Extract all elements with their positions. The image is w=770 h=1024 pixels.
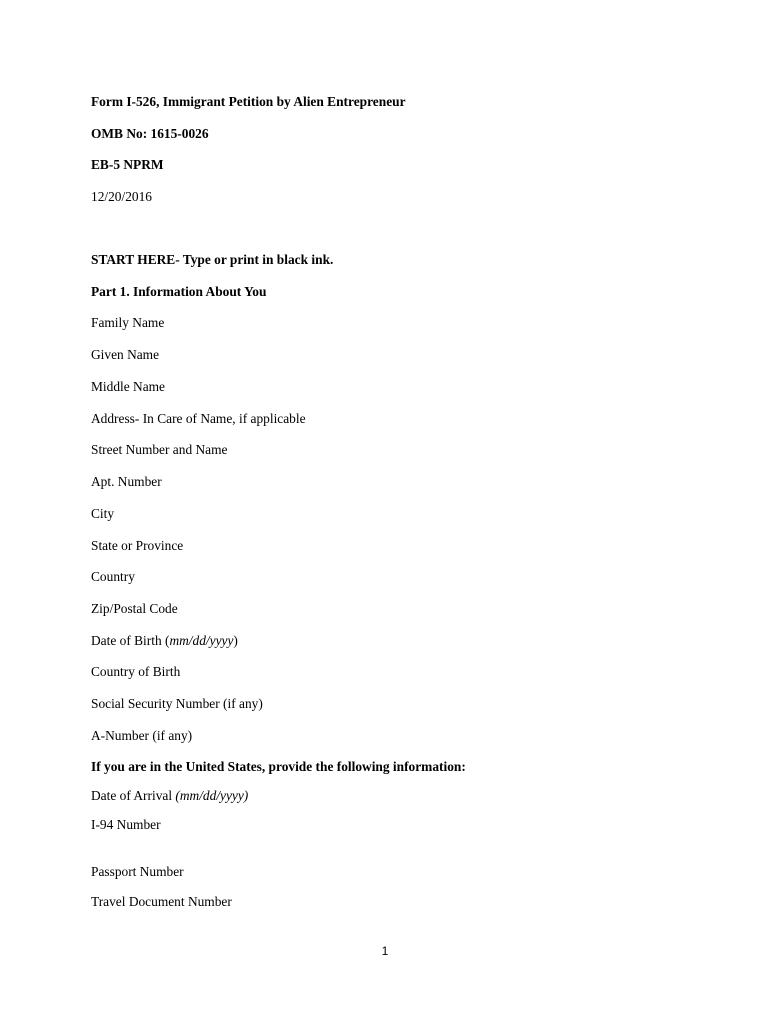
date-of-birth-label (91, 633, 238, 649)
apt-number-label: Apt. Number (91, 474, 162, 489)
part1-title: Part 1. Information About You (91, 284, 267, 299)
dob-label-text: Date of Birth ( (91, 633, 170, 648)
us-section-heading: If you are in the United States, provide the following information: (91, 759, 466, 774)
in-care-of-label: Address- In Care of Name, if applicable (91, 411, 306, 426)
given-name-label: Given Name (91, 347, 160, 362)
middle-name-label: Middle Name (91, 379, 166, 394)
arrival-label-text: Date of Arrival (91, 788, 176, 803)
country-of-birth-label: Country of Birth (91, 664, 181, 679)
rule-label: EB-5 NPRM (91, 157, 164, 172)
date-of-arrival-label (91, 788, 248, 804)
page-number: 1 (381, 944, 389, 958)
passport-number-label: Passport Number (91, 864, 184, 879)
family-name-label: Family Name (91, 315, 165, 330)
dob-close-paren: ) (233, 633, 238, 648)
country-label: Country (91, 569, 135, 584)
i94-number-label: I-94 Number (91, 817, 161, 832)
state-label: State or Province (91, 538, 184, 553)
street-label: Street Number and Name (91, 442, 228, 457)
zip-label: Zip/Postal Code (91, 601, 178, 616)
form-date: 12/20/2016 (91, 189, 153, 204)
dob-format-text: mm/dd/yyyy (169, 633, 234, 648)
a-number-label: A-Number (if any) (91, 728, 193, 743)
omb-number: OMB No: 1615-0026 (91, 126, 209, 141)
start-here-instruction: START HERE- Type or print in black ink. (91, 252, 334, 267)
form-title: Form I-526, Immigrant Petition by Alien Entrepreneur (91, 94, 406, 109)
arrival-format-text: (mm/dd/yyyy) (175, 788, 249, 803)
city-label: City (91, 506, 115, 521)
travel-document-number-label: Travel Document Number (91, 894, 232, 909)
ssn-label: Social Security Number (if any) (91, 696, 263, 711)
